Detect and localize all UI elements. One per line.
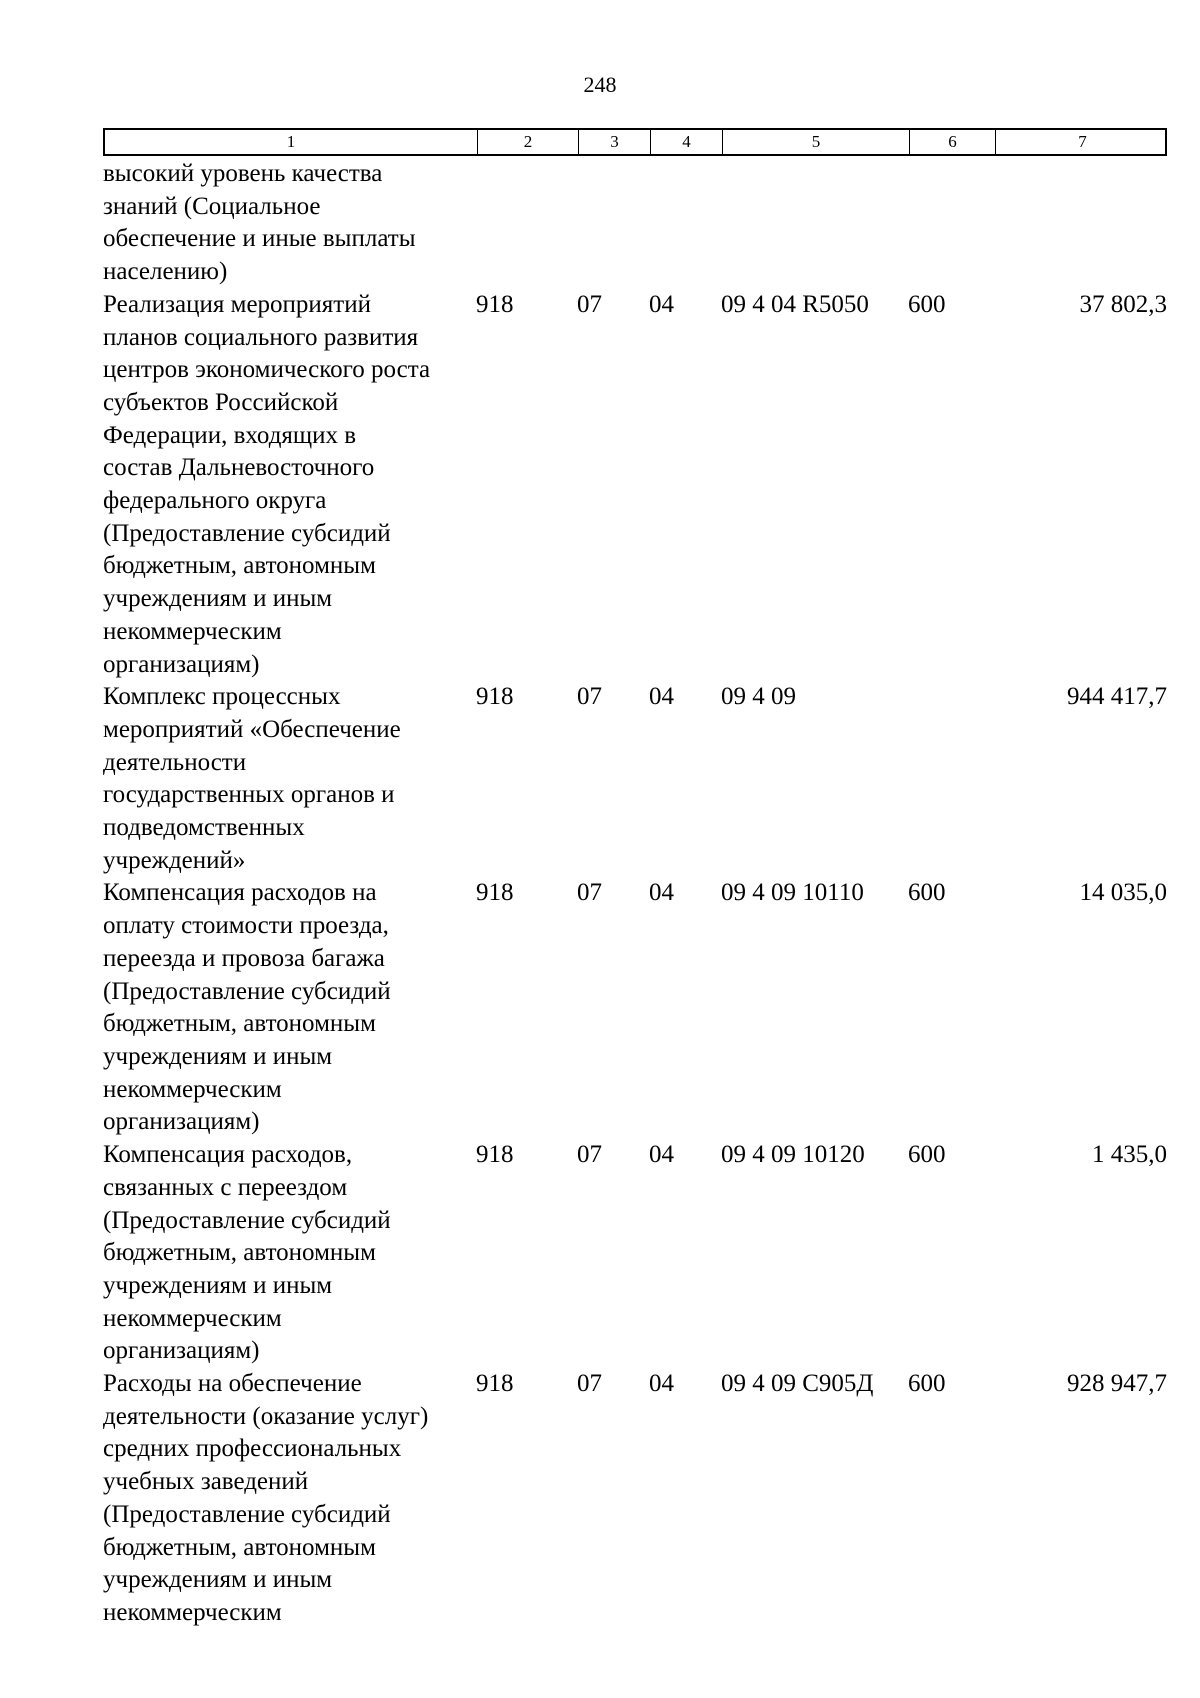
description-line: бюджетным, автономным xyxy=(103,1010,376,1038)
description-line: учреждениям и иным xyxy=(103,1566,333,1594)
table-header xyxy=(103,128,1167,156)
description-line: подведомственных xyxy=(103,814,305,842)
table-row xyxy=(103,681,1167,877)
row-subsection-code: 04 xyxy=(649,879,674,907)
row-subsection-code: 04 xyxy=(649,290,674,318)
page-number: 248 xyxy=(583,72,617,97)
description-line: учреждениям и иным xyxy=(103,1042,333,1070)
description-line: деятельности xyxy=(103,748,247,776)
row-department-code: 918 xyxy=(476,290,514,318)
table-row xyxy=(103,877,1167,1139)
row-department-code: 918 xyxy=(476,1141,514,1169)
description-line: населению) xyxy=(103,258,228,286)
description-line: субъектов Российской xyxy=(103,388,339,416)
table-body xyxy=(103,158,1167,1630)
row-subsection-code: 04 xyxy=(649,1370,674,1398)
description-line: деятельности (оказание услуг) xyxy=(103,1402,429,1430)
description-line: (Предоставление субсидий xyxy=(103,1500,391,1528)
row-description xyxy=(103,1368,476,1630)
row-department-code: 918 xyxy=(476,683,514,711)
row-amount: 37 802,3 xyxy=(1079,290,1167,318)
description-line: связанных с переездом xyxy=(103,1173,348,1201)
header-col-1: 1 xyxy=(105,130,478,154)
description-line: обеспечение и иные выплаты xyxy=(103,225,416,253)
row-expense-type-code: 600 xyxy=(908,290,946,318)
row-amount: 1 435,0 xyxy=(1092,1141,1167,1169)
row-section-code: 07 xyxy=(577,683,602,711)
row-target-article-code: 09 4 09 С905Д xyxy=(721,1370,874,1398)
description-line: учреждениям и иным xyxy=(103,585,333,613)
description-line: организациям) xyxy=(103,1337,260,1365)
row-subsection-code: 04 xyxy=(649,1141,674,1169)
row-description xyxy=(103,289,476,681)
row-target-article-code: 09 4 09 10110 xyxy=(721,879,864,907)
description-line: организациям) xyxy=(103,1108,260,1136)
description-line: федерального округа xyxy=(103,487,327,515)
description-line: знаний (Социальное xyxy=(103,192,321,220)
table-row xyxy=(103,158,1167,289)
description-line: Компенсация расходов на xyxy=(103,879,377,907)
description-line: некоммерческим xyxy=(103,1075,282,1103)
row-target-article-code: 09 4 04 R5050 xyxy=(721,290,869,318)
row-expense-type-code xyxy=(908,681,994,877)
row-expense-type-code: 600 xyxy=(908,1141,946,1169)
description-line: учебных заведений xyxy=(103,1468,309,1496)
description-line: оплату стоимости проезда, xyxy=(103,912,389,940)
description-line: некоммерческим xyxy=(103,617,282,645)
description-line: (Предоставление субсидий xyxy=(103,977,391,1005)
row-section-code: 07 xyxy=(577,879,602,907)
row-target-article-code: 09 4 09 10120 xyxy=(721,1141,865,1169)
row-subsection-code xyxy=(649,158,721,289)
row-department-code: 918 xyxy=(476,879,514,907)
row-expense-type-code xyxy=(908,158,994,289)
header-col-2: 2 xyxy=(478,130,579,154)
description-line: планов социального развития xyxy=(103,323,419,351)
description-line: государственных органов и xyxy=(103,781,395,809)
row-department-code xyxy=(476,158,577,289)
row-amount: 928 947,7 xyxy=(1067,1370,1167,1398)
description-line: Комплекс процессных xyxy=(103,683,341,711)
row-section-code: 07 xyxy=(577,1370,602,1398)
description-line: Расходы на обеспечение xyxy=(103,1370,362,1398)
row-amount: 944 417,7 xyxy=(1067,683,1167,711)
row-expense-type-code: 600 xyxy=(908,1370,946,1398)
description-line: центров экономического роста xyxy=(103,356,431,384)
description-line: некоммерческим xyxy=(103,1598,282,1626)
description-line: учреждений» xyxy=(103,846,246,874)
table-row xyxy=(103,1368,1167,1630)
header-col-5: 5 xyxy=(723,130,910,154)
row-description xyxy=(103,1139,476,1368)
description-line: средних профессиональных xyxy=(103,1435,402,1463)
header-col-3: 3 xyxy=(579,130,651,154)
row-target-article-code xyxy=(721,158,908,289)
row-amount xyxy=(994,158,1167,289)
header-col-4: 4 xyxy=(651,130,723,154)
row-section-code: 07 xyxy=(577,1141,602,1169)
row-subsection-code: 04 xyxy=(649,683,674,711)
description-line: Федерации, входящих в xyxy=(103,421,357,449)
description-line: некоммерческим xyxy=(103,1304,282,1332)
description-line: учреждениям и иным xyxy=(103,1271,333,1299)
description-line: Компенсация расходов, xyxy=(103,1141,353,1169)
row-description xyxy=(103,158,476,289)
description-line: состав Дальневосточного xyxy=(103,454,375,482)
row-expense-type-code: 600 xyxy=(908,879,946,907)
row-description xyxy=(103,681,476,877)
header-col-7: 7 xyxy=(1078,132,1087,151)
table-row xyxy=(103,1139,1167,1368)
row-section-code xyxy=(577,158,649,289)
description-line: Реализация мероприятий xyxy=(103,290,371,318)
row-department-code: 918 xyxy=(476,1370,514,1398)
description-line: бюджетным, автономным xyxy=(103,1533,376,1561)
row-description xyxy=(103,877,476,1139)
description-line: мероприятий «Обеспечение xyxy=(103,715,401,743)
description-line: переезда и провоза багажа xyxy=(103,944,385,972)
row-amount: 14 035,0 xyxy=(1079,879,1167,907)
table-row xyxy=(103,289,1167,681)
row-target-article-code: 09 4 09 xyxy=(721,683,796,711)
header-col-6: 6 xyxy=(910,130,996,154)
description-line: бюджетным, автономным xyxy=(103,1239,376,1267)
description-line: высокий уровень качества xyxy=(103,160,383,187)
description-line: организациям) xyxy=(103,650,260,678)
description-line: бюджетным, автономным xyxy=(103,552,376,580)
row-section-code: 07 xyxy=(577,290,602,318)
description-line: (Предоставление субсидий xyxy=(103,519,391,547)
description-line: (Предоставление субсидий xyxy=(103,1206,391,1234)
